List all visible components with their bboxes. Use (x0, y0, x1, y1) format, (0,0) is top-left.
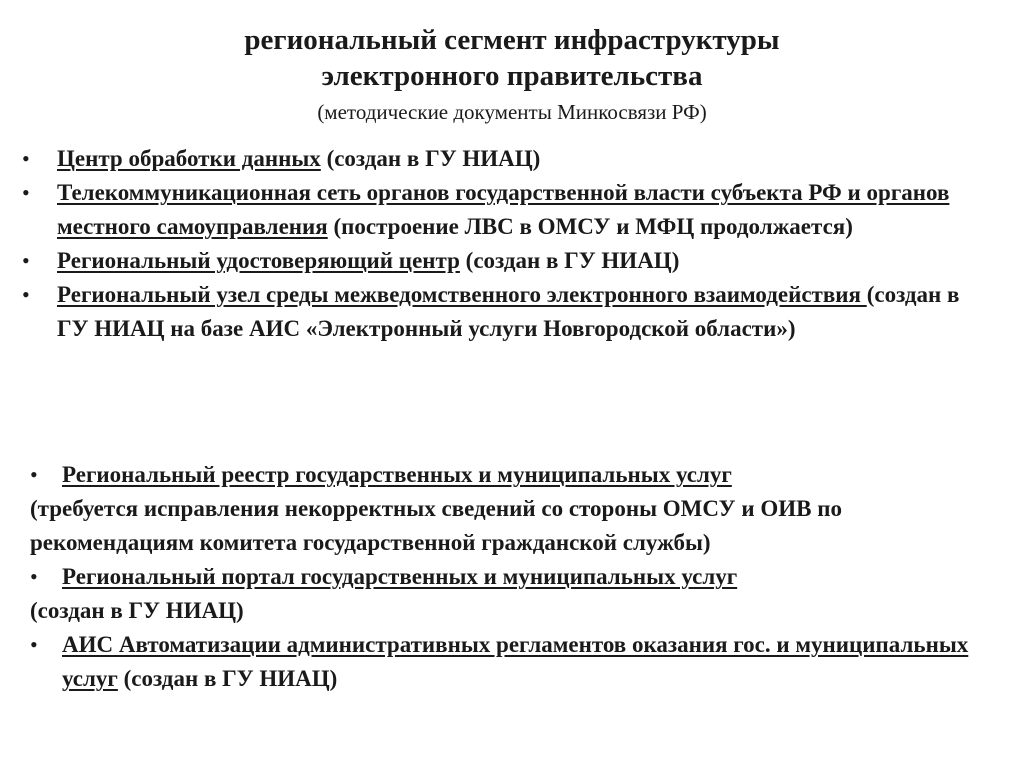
item-title: АИС Автоматизации административных регламентов оказания гос. и муниципальных услуг (62, 632, 969, 691)
item-status: (создан в ГУ НИАЦ) (30, 598, 244, 623)
item-status: (создан в ГУ НИАЦ) (459, 248, 680, 273)
services-list (0, 458, 1002, 696)
item-status: (создан в ГУ НИАЦ) (320, 146, 541, 171)
item-title: Региональный портал государственных и муниципальных услуг (62, 564, 738, 589)
item-title: Региональный узел среды межведомственного электронного взаимодействия (57, 282, 867, 307)
bullet-icon: • (30, 462, 38, 487)
list-item-certification-center (0, 244, 992, 278)
item-title: Телекоммуникационная сеть органов государственной власти субъекта РФ и органов местного самоуправления (57, 180, 950, 239)
list-item-ais-automation (0, 628, 1002, 696)
bullet-icon: • (30, 632, 38, 657)
list-item-interaction-node (0, 278, 992, 346)
bullet-icon: • (22, 282, 30, 307)
page-title-line2: электронного правительства (321, 60, 703, 92)
bullet-icon: • (22, 248, 30, 273)
bullet-icon: • (30, 564, 38, 589)
list-item-telecom-network (0, 176, 992, 244)
item-title: Региональный удостоверяющий центр (57, 248, 460, 273)
infrastructure-list (0, 142, 992, 346)
item-title: Региональный реестр государственных и муниципальных услуг (62, 462, 732, 487)
page-title-line1: региональный сегмент инфраструктуры (244, 24, 780, 56)
list-item-services-portal (0, 560, 1002, 594)
page-subtitle: (методические документы Минкосвязи РФ) (317, 100, 707, 124)
item-status: (создан в ГУ НИАЦ) (117, 666, 338, 691)
bullet-icon: • (22, 180, 30, 205)
list-item-services-registry (0, 458, 1002, 492)
item-status: (создан в ГУ НИАЦ на базе АИС «Электронный услуги Новгородской области») (57, 282, 960, 341)
item-title: Центр обработки данных (57, 146, 321, 171)
list-item-data-center (0, 142, 992, 176)
bullet-icon: • (22, 146, 30, 171)
item-status: (построение ЛВС в ОМСУ и МФЦ продолжается) (327, 214, 853, 239)
item-status: (требуется исправления некорректных сведений со стороны ОМСУ и ОИВ по рекомендациям комитета государственной гражданской службы) (30, 496, 842, 555)
